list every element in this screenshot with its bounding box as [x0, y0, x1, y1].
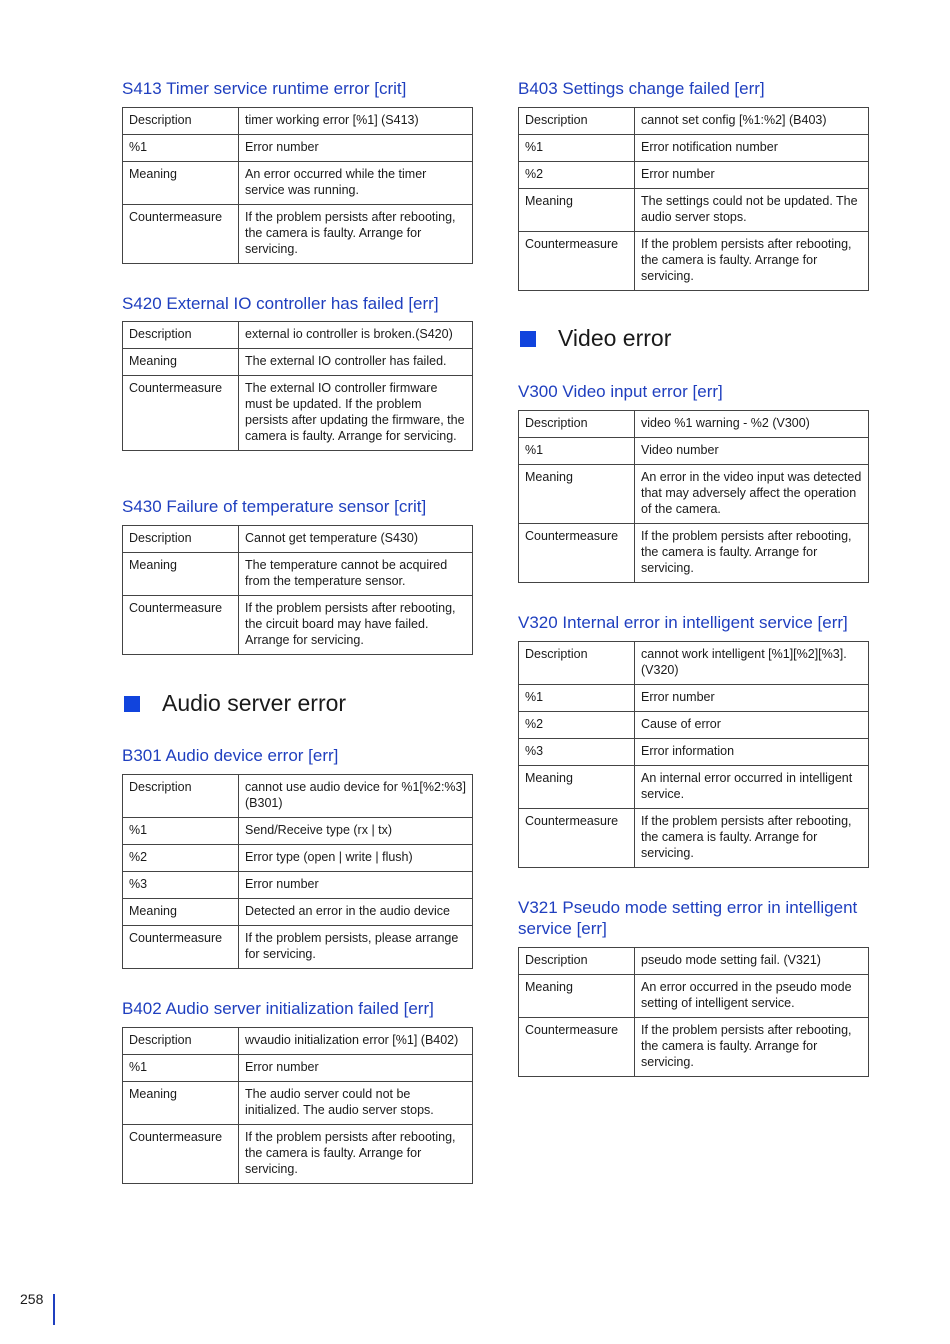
- row-value: cannot work intelligent [%1][%2][%3]. (V320): [635, 642, 869, 685]
- row-label: %1: [123, 818, 239, 845]
- s413-table: [122, 107, 473, 264]
- row-label: Description: [123, 775, 239, 818]
- row-label: %1: [123, 135, 239, 162]
- row-value: wvaudio initialization error [%1] (B402): [239, 1028, 473, 1055]
- table-row: [123, 349, 473, 376]
- row-label: %1: [123, 1055, 239, 1082]
- table-row: [123, 205, 473, 264]
- table-row: [519, 108, 869, 135]
- table-row: [519, 809, 869, 868]
- table-row: [123, 596, 473, 655]
- row-value: An error occurred in the pseudo mode setting of intelligent service.: [635, 975, 869, 1018]
- table-row: [519, 642, 869, 685]
- row-label: %3: [123, 872, 239, 899]
- row-label: Meaning: [123, 1082, 239, 1125]
- row-label: Meaning: [519, 766, 635, 809]
- b402-heading: B402 Audio server initialization failed [err]: [122, 999, 434, 1018]
- table-row: [519, 465, 869, 524]
- v320-heading: V320 Internal error in intelligent service [err]: [518, 613, 848, 632]
- row-label: Description: [519, 108, 635, 135]
- row-value: Error type (open | write | flush): [239, 845, 473, 872]
- table-row: [123, 108, 473, 135]
- row-label: Description: [519, 948, 635, 975]
- row-label: Meaning: [519, 465, 635, 524]
- row-value: If the problem persists, please arrange for servicing.: [239, 926, 473, 969]
- row-value: Send/Receive type (rx | tx): [239, 818, 473, 845]
- row-value: Error number: [239, 1055, 473, 1082]
- table-row: [123, 1055, 473, 1082]
- row-value: The settings could not be updated. The audio server stops.: [635, 189, 869, 232]
- b301-table: [122, 774, 473, 969]
- video-section-title: [520, 325, 671, 351]
- table-row: [123, 162, 473, 205]
- row-label: %2: [519, 162, 635, 189]
- row-value: The external IO controller has failed.: [239, 349, 473, 376]
- table-row: [519, 232, 869, 291]
- square-bullet-icon: [124, 696, 140, 712]
- table-row: [123, 526, 473, 553]
- row-value: cannot use audio device for %1[%2:%3] (B301): [239, 775, 473, 818]
- row-label: Meaning: [123, 349, 239, 376]
- row-label: Meaning: [123, 553, 239, 596]
- row-value: If the problem persists after rebooting, the camera is faulty. Arrange for servicing.: [239, 205, 473, 264]
- row-label: Description: [123, 1028, 239, 1055]
- table-row: [123, 926, 473, 969]
- table-row: [123, 322, 473, 349]
- row-value: Error notification number: [635, 135, 869, 162]
- row-label: Countermeasure: [519, 232, 635, 291]
- row-value: Cannot get temperature (S430): [239, 526, 473, 553]
- row-label: %1: [519, 135, 635, 162]
- b301-heading: B301 Audio device error [err]: [122, 746, 339, 765]
- table-row: [519, 524, 869, 583]
- row-label: Meaning: [519, 975, 635, 1018]
- square-bullet-icon: [520, 331, 536, 347]
- v320-table: [518, 641, 869, 868]
- table-row: [519, 685, 869, 712]
- table-row: [123, 1125, 473, 1184]
- row-label: Description: [519, 642, 635, 685]
- row-value: The temperature cannot be acquired from the temperature sensor.: [239, 553, 473, 596]
- s413-heading: S413 Timer service runtime error [crit]: [122, 79, 407, 98]
- table-row: [123, 818, 473, 845]
- table-row: [519, 1018, 869, 1077]
- v321-table: [518, 947, 869, 1077]
- row-value: If the problem persists after rebooting, the camera is faulty. Arrange for servicing.: [635, 1018, 869, 1077]
- row-label: %1: [519, 438, 635, 465]
- row-label: Countermeasure: [123, 926, 239, 969]
- row-value: cannot set config [%1:%2] (B403): [635, 108, 869, 135]
- row-label: Countermeasure: [123, 205, 239, 264]
- table-row: [123, 775, 473, 818]
- row-value: timer working error [%1] (S413): [239, 108, 473, 135]
- row-value: Cause of error: [635, 712, 869, 739]
- v321-heading: V321 Pseudo mode setting error in intelligent service [err]: [518, 898, 858, 938]
- table-row: [519, 438, 869, 465]
- row-value: external io controller is broken.(S420): [239, 322, 473, 349]
- s420-heading: S420 External IO controller has failed [err]: [122, 294, 439, 313]
- table-row: [123, 1082, 473, 1125]
- table-row: [123, 899, 473, 926]
- s420-table: [122, 321, 473, 451]
- table-row: [519, 162, 869, 189]
- table-row: [123, 553, 473, 596]
- row-value: pseudo mode setting fail. (V321): [635, 948, 869, 975]
- row-label: Countermeasure: [519, 809, 635, 868]
- row-value: If the problem persists after rebooting, the camera is faulty. Arrange for servicing.: [635, 809, 869, 868]
- row-value: Error information: [635, 739, 869, 766]
- row-value: If the problem persists after rebooting, the camera is faulty. Arrange for servicing.: [239, 1125, 473, 1184]
- row-label: %2: [519, 712, 635, 739]
- s430-table: [122, 525, 473, 655]
- b403-heading: B403 Settings change failed [err]: [518, 79, 765, 98]
- table-row: [123, 376, 473, 451]
- row-label: %2: [123, 845, 239, 872]
- table-row: [519, 766, 869, 809]
- video-section-label: Video error: [558, 325, 672, 351]
- row-label: Description: [519, 411, 635, 438]
- row-label: %1: [519, 685, 635, 712]
- row-value: If the problem persists after rebooting, the camera is faulty. Arrange for servicing.: [635, 524, 869, 583]
- row-value: An error in the video input was detected that may adversely affect the operation of the camera.: [635, 465, 869, 524]
- row-label: Countermeasure: [123, 376, 239, 451]
- row-value: If the problem persists after rebooting, the circuit board may have failed. Arrange for servicing.: [239, 596, 473, 655]
- b403-table: [518, 107, 869, 291]
- b402-table: [122, 1027, 473, 1184]
- table-row: [519, 712, 869, 739]
- table-row: [519, 411, 869, 438]
- row-label: Countermeasure: [123, 1125, 239, 1184]
- row-value: Error number: [239, 872, 473, 899]
- table-row: [519, 135, 869, 162]
- row-value: Detected an error in the audio device: [239, 899, 473, 926]
- table-row: [519, 189, 869, 232]
- row-label: Description: [123, 108, 239, 135]
- row-label: Countermeasure: [519, 1018, 635, 1077]
- audio-section-label: Audio server error: [162, 690, 347, 716]
- row-label: %3: [519, 739, 635, 766]
- row-label: Meaning: [123, 899, 239, 926]
- row-label: Description: [123, 322, 239, 349]
- table-row: [123, 845, 473, 872]
- row-label: Countermeasure: [123, 596, 239, 655]
- row-value: An internal error occurred in intelligent service.: [635, 766, 869, 809]
- table-row: [123, 1028, 473, 1055]
- v300-table: [518, 410, 869, 583]
- page-number: 258: [20, 1291, 44, 1307]
- row-value: An error occurred while the timer service was running.: [239, 162, 473, 205]
- page-number-bar: [53, 1294, 55, 1325]
- row-label: Description: [123, 526, 239, 553]
- row-value: video %1 warning - %2 (V300): [635, 411, 869, 438]
- table-row: [519, 739, 869, 766]
- table-row: [123, 135, 473, 162]
- row-label: Meaning: [519, 189, 635, 232]
- audio-section-title: [124, 690, 346, 716]
- row-value: Error number: [635, 685, 869, 712]
- row-value: Video number: [635, 438, 869, 465]
- row-value: The external IO controller firmware must be updated. If the problem persists after updating the firmware, the camera is faulty. Arrange for servicing.: [239, 376, 473, 451]
- table-row: [519, 948, 869, 975]
- table-row: [519, 975, 869, 1018]
- row-label: Meaning: [123, 162, 239, 205]
- row-value: The audio server could not be initialized. The audio server stops.: [239, 1082, 473, 1125]
- s430-heading: S430 Failure of temperature sensor [crit]: [122, 497, 427, 516]
- table-row: [123, 872, 473, 899]
- row-value: Error number: [239, 135, 473, 162]
- row-label: Countermeasure: [519, 524, 635, 583]
- row-value: If the problem persists after rebooting, the camera is faulty. Arrange for servicing.: [635, 232, 869, 291]
- row-value: Error number: [635, 162, 869, 189]
- v300-heading: V300 Video input error [err]: [518, 382, 723, 401]
